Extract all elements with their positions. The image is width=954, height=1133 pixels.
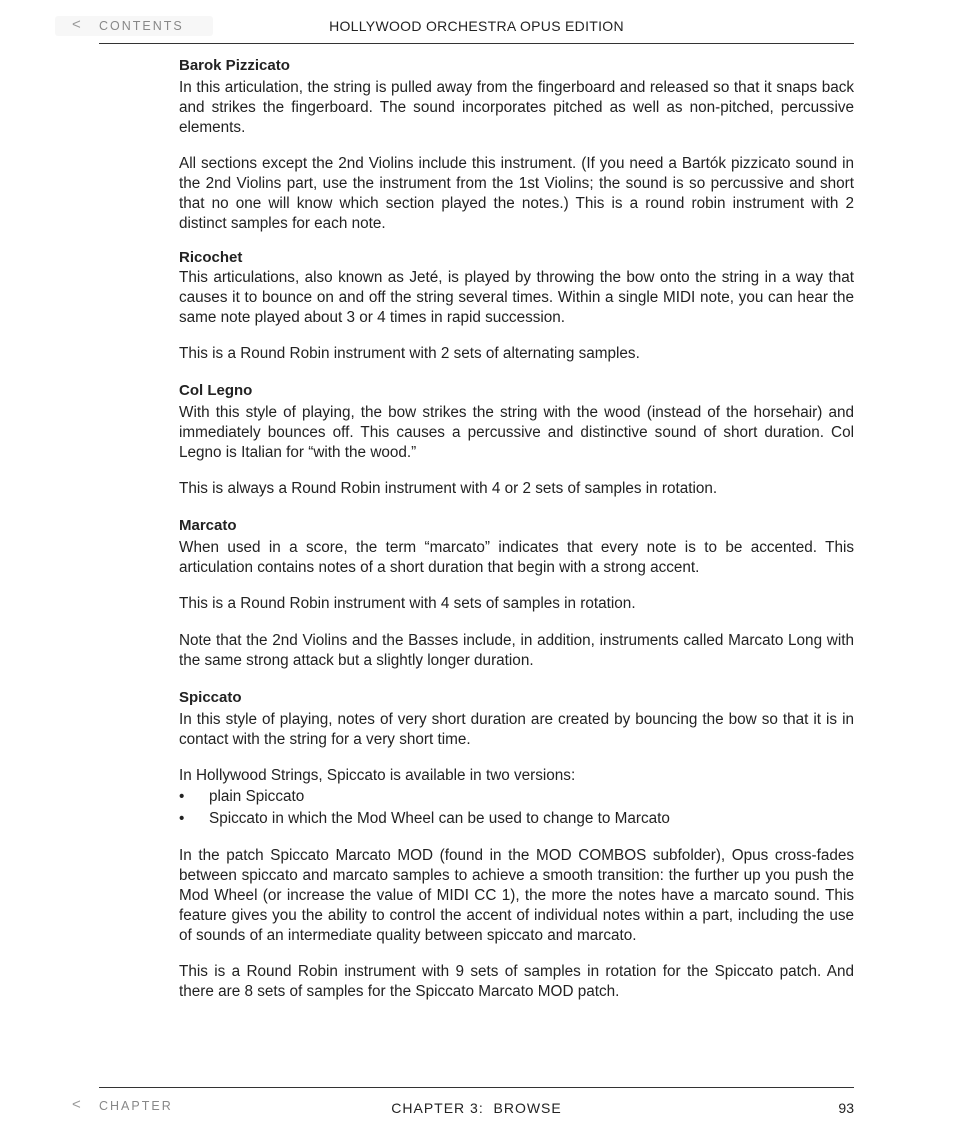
paragraph: In this style of playing, notes of very short duration are created by bouncing the bow so that it is in contact with the string for a very short time. (179, 711, 854, 748)
section-spiccato (179, 688, 854, 1002)
bullet-icon: • (179, 788, 185, 805)
chevron-left-icon: < (72, 16, 81, 33)
chevron-left-icon[interactable]: < (72, 1096, 81, 1113)
paragraph: Note that the 2nd Violins and the Basses include, in addition, instruments called Marcato Long with the same strong attack but a slightly longer duration. (179, 632, 854, 669)
list-item (179, 786, 854, 808)
section-heading: Ricochet (179, 249, 243, 266)
section-col-legno (179, 381, 854, 499)
paragraph: In this articulation, the string is pulled away from the fingerboard and released so that it snaps back and strikes the fingerboard. The sound incorporates pitched as well as non-pitched, percussive elements. (179, 79, 854, 136)
list-item (179, 808, 854, 830)
paragraph: All sections except the 2nd Violins include this instrument. (If you need a Bartók pizzicato sound in the 2nd Violins part, use the instrument from the 1st Violins; the sound is so percussive and short that no one will know which section played the notes.) This is a round robin instrument with 2 distinct samples for each note. (179, 155, 854, 232)
bullet-list (179, 786, 854, 830)
section-barok-pizzicato (179, 56, 854, 234)
paragraph: This is a Round Robin instrument with 4 sets of samples in rotation. (179, 595, 636, 612)
section-heading: Barok Pizzicato (179, 57, 290, 74)
section-heading: Spiccato (179, 689, 242, 706)
paragraph: This is a Round Robin instrument with 9 sets of samples in rotation for the Spiccato patch. And there are 8 sets of samples for the Spiccato Marcato MOD patch. (179, 963, 854, 1000)
contents-label: CONTENTS (99, 19, 184, 33)
page-content (179, 56, 854, 1018)
paragraph: This is always a Round Robin instrument with 4 or 2 sets of samples in rotation. (179, 480, 718, 497)
page-number: 93 (838, 1100, 854, 1116)
header-divider (99, 43, 854, 44)
paragraph: When used in a score, the term “marcato” indicates that every note is to be accented. This articulation contains notes of a short duration that begin with a strong accent. (179, 539, 854, 576)
chapter-title: CHAPTER 3: BROWSE (391, 1100, 562, 1116)
section-marcato (179, 516, 854, 671)
section-heading: Col Legno (179, 382, 253, 399)
document-title: HOLLYWOOD ORCHESTRA OPUS EDITION (329, 18, 624, 34)
section-ricochet (179, 248, 854, 364)
paragraph: In Hollywood Strings, Spiccato is available in two versions: (179, 767, 576, 784)
paragraph: This articulations, also known as Jeté, is played by throwing the bow onto the string in a way that causes it to bounce on and off the string several times. Within a single MIDI note, you can hear the same note played about 3 or 4 times in rapid succession. (179, 269, 854, 326)
bullet-icon: • (179, 810, 185, 827)
paragraph: This is a Round Robin instrument with 2 sets of alternating samples. (179, 345, 640, 362)
paragraph: In the patch Spiccato Marcato MOD (found in the MOD COMBOS subfolder), Opus cross-fades between spiccato and marcato samples to achieve a smooth transition: the further up you push the Mod Wheel (or increase the value of MIDI CC 1), the more the notes have a marcato sound. This feature gives you the ability to control the accent of individual notes within a part, including the use of sounds of an intermediate quality between spiccato and marcato. (179, 847, 854, 944)
footer-divider (99, 1087, 854, 1088)
list-item-text: plain Spiccato (209, 788, 305, 805)
section-heading: Marcato (179, 517, 237, 534)
list-item-text: Spiccato in which the Mod Wheel can be used to change to Marcato (209, 810, 670, 827)
paragraph: With this style of playing, the bow strikes the string with the wood (instead of the horsehair) and immediately bounces off. This causes a percussive and distinctive sound of short duration. Col Legno is Italian for “with the wood.” (179, 404, 854, 461)
chapter-nav-link[interactable]: CHAPTER (99, 1099, 173, 1113)
